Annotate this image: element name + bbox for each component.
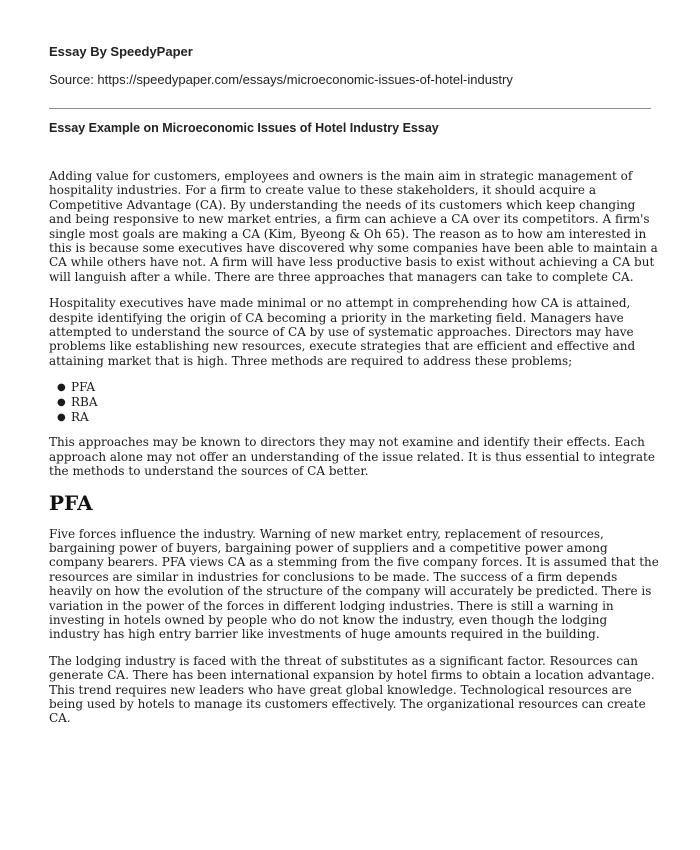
paragraph: Five forces influence the industry. Warning of new market entry, replacement of resources, bargaining power of buyers, bargaining power of suppliers and a competitive power among company bearers. PFA views CA as a stemming from the five company forces. It is assumed that the resources are similar in industries for conclusions to be made. The success of a firm depends heavily on how the evolution of the structure of the company will accurately be predicted. There is variation in the power of the forces in different lodging industries. There is still a warning in investing in hotels owned by people who do not know the industry, even though the lodging industry has high entry barrier like investments of huge amounts required in the building. <box>49 526 659 642</box>
essay-body <box>49 169 661 738</box>
approaches-list <box>49 380 661 425</box>
source-line: Source: https://speedypaper.com/essays/microeconomic-issues-of-hotel-industry <box>49 72 513 87</box>
paragraph: The lodging industry is faced with the threat of substitutes as a significant factor. Resources can generate CA. There has been international expansion by hotel firms to obtain a location advantage. This trend requires new leaders who have great global knowledge. Technological resources are being used by hotels to manage its customers effectively. The organizational resources can create CA. <box>49 653 655 726</box>
bullet-icon: ● <box>57 397 66 409</box>
list-item-label: PFA <box>71 380 96 395</box>
header-divider <box>49 108 651 109</box>
bullet-icon: ● <box>57 382 66 394</box>
section-heading: PFA <box>49 490 93 515</box>
list-item-label: RBA <box>71 395 98 410</box>
paragraph: This approaches may be known to directors they may not examine and identify their effects. Each approach alone may not offer an understanding of the issue related. It is thus essential to integrate the methods to understand the sources of CA better. <box>49 435 655 479</box>
bullet-icon: ● <box>57 412 66 424</box>
list-item <box>57 380 661 395</box>
list-item <box>57 395 661 410</box>
essay-title: Essay Example on Microeconomic Issues of Hotel Industry Essay <box>49 121 439 135</box>
paragraph: Adding value for customers, employees and owners is the main aim in strategic management of hospitality industries. For a firm to create value to these stakeholders, it should acquire a Competitive Advantage (CA). By understanding the needs of its customers which keep changing and being responsive to new market entries, a firm can achieve a CA over its competitors. A firm's single most goals are making a CA (Kim, Byeong & Oh 65). The reason as to how am interested in this is because some executives have discovered why some companies have been able to maintain a CA while others have not. A firm will have less productive basis to exist without achieving a CA but will languish after a while. There are three approaches that managers can take to complete CA. <box>49 169 658 284</box>
paragraph: Hospitality executives have made minimal or no attempt in comprehending how CA is attained, despite identifying the origin of CA becoming a priority in the marketing field. Managers have attempted to understand the source of CA by use of systematic approaches. Directors may have problems like establishing new resources, execute strategies that are efficient and effective and attaining market that is high. Three methods are required to address these problems; <box>49 296 636 368</box>
list-item <box>57 410 661 425</box>
list-item-label: RA <box>71 410 89 425</box>
essay-brand: Essay By SpeedyPaper <box>49 44 193 59</box>
